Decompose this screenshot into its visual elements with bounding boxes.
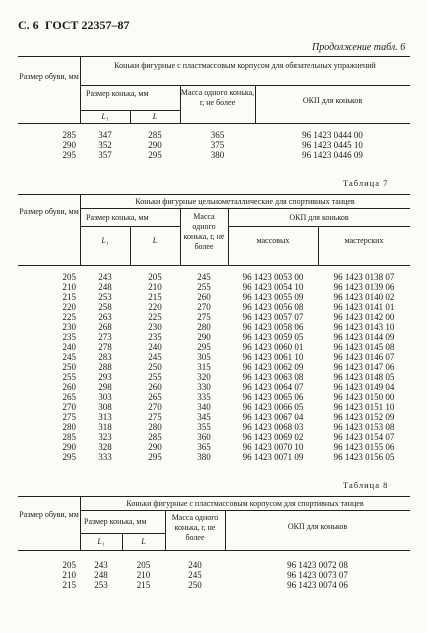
table-cell: 240 <box>62 342 76 352</box>
table-cell: 250 <box>62 362 76 372</box>
size-column <box>18 560 76 590</box>
okp-workshop-column <box>318 272 410 462</box>
table-cell: 365 <box>210 130 225 140</box>
mass-column <box>180 130 255 160</box>
table-cell: 96 1423 0062 09 <box>242 362 304 372</box>
table-cell: 96 1423 0139 06 <box>333 282 395 292</box>
group-title: Коньки фигурные с пластмассовым корпусом для обязательных упражнений <box>114 61 376 70</box>
table-cell: 96 1423 0066 05 <box>242 402 304 412</box>
table-cell: 240 <box>188 560 202 570</box>
table-cell: 96 1423 0149 04 <box>333 382 395 392</box>
table-cell: 285 <box>148 130 162 140</box>
table-cell: 210 <box>136 570 151 580</box>
table-cell: 278 <box>98 342 112 352</box>
okp-mass-column <box>228 272 318 462</box>
table-cell: 235 <box>148 332 162 342</box>
table-cell: 96 1423 0056 08 <box>242 302 304 312</box>
table-cell: 96 1423 0065 06 <box>242 392 304 402</box>
table-cell: 248 <box>94 570 108 580</box>
table-cell: 265 <box>62 392 76 402</box>
table-cell: 335 <box>197 392 211 402</box>
table-cell: 365 <box>197 442 211 452</box>
okp-column <box>255 130 410 160</box>
table-cell: 230 <box>148 322 162 332</box>
table-cell: 243 <box>94 560 108 570</box>
table-cell: 240 <box>148 342 162 352</box>
table-cell: 308 <box>98 402 112 412</box>
table-cell: 245 <box>148 352 162 362</box>
col-okp-header: ОКП для коньков <box>287 522 348 531</box>
col-mass-header: Масса одного конька, г, не более <box>180 88 255 107</box>
table-cell: 96 1423 0068 03 <box>242 422 304 432</box>
l-column <box>130 130 180 160</box>
table-cell: 215 <box>62 292 76 302</box>
table-cell: 225 <box>148 312 162 322</box>
table-cell: 220 <box>148 302 162 312</box>
table-cell: 225 <box>62 312 76 322</box>
table-cell: 96 1423 0061 10 <box>242 352 304 362</box>
table-cell: 340 <box>197 402 211 412</box>
col-mass-production: массовых <box>256 236 290 245</box>
l1-column <box>80 560 122 590</box>
table-cell: 333 <box>98 452 112 462</box>
table-cell: 283 <box>98 352 112 362</box>
table-cell: 245 <box>188 570 202 580</box>
size-column <box>18 130 76 160</box>
table-cell: 295 <box>148 150 162 160</box>
group-title: Коньки фигурные с пластмассовым корпусом для спортивных танцев <box>126 499 364 508</box>
table-cell: 285 <box>148 432 162 442</box>
table-cell: 320 <box>197 372 211 382</box>
table-cell: 210 <box>62 570 76 580</box>
table-cell: 245 <box>197 272 211 282</box>
table-cell: 205 <box>136 560 151 570</box>
table-cell: 210 <box>148 282 162 292</box>
table-cell: 357 <box>98 150 112 160</box>
table-cell: 220 <box>62 302 76 312</box>
table-cell: 96 1423 0063 08 <box>242 372 304 382</box>
table-cell: 96 1423 0072 08 <box>287 560 348 570</box>
table-cell: 270 <box>62 402 76 412</box>
table-cell: 96 1423 0071 09 <box>242 452 304 462</box>
table-cell: 96 1423 0142 00 <box>333 312 395 322</box>
sub-l: L <box>152 236 158 245</box>
table-cell: 210 <box>62 282 76 292</box>
table-cell: 96 1423 0154 07 <box>333 432 395 442</box>
mass-column <box>165 560 225 590</box>
sub-l1: L₁ <box>101 112 109 121</box>
table-cell: 352 <box>98 140 112 150</box>
table-cell: 298 <box>98 382 112 392</box>
table-cell: 96 1423 0156 05 <box>333 452 395 462</box>
okp-column <box>225 560 410 590</box>
table-cell: 355 <box>197 422 211 432</box>
table-cell: 345 <box>197 412 211 422</box>
table-cell: 295 <box>62 452 76 462</box>
col-skate-header: Размер конька, мм <box>86 89 149 98</box>
table-cell: 96 1423 0073 07 <box>287 570 348 580</box>
continuation-label: Продолжение табл. 6 <box>312 42 406 53</box>
table-cell: 96 1423 0143 10 <box>333 322 395 332</box>
table-cell: 305 <box>197 352 211 362</box>
table-cell: 328 <box>98 442 112 452</box>
table-cell: 250 <box>188 580 202 590</box>
table-cell: 360 <box>197 432 211 442</box>
sub-l1: L₁ <box>101 236 109 245</box>
table-cell: 96 1423 0060 01 <box>242 342 304 352</box>
l1-column <box>80 130 130 160</box>
table-cell: 347 <box>98 130 112 140</box>
table-cell: 295 <box>62 150 76 160</box>
table-cell: 280 <box>148 422 162 432</box>
table-cell: 295 <box>197 342 211 352</box>
size-column <box>18 272 76 462</box>
table-cell: 275 <box>197 312 211 322</box>
table-cell: 96 1423 0140 02 <box>333 292 395 302</box>
table-cell: 96 1423 0059 05 <box>242 332 304 342</box>
table-cell: 270 <box>148 402 162 412</box>
standard-code: ГОСТ 22357–87 <box>45 18 130 32</box>
table-cell: 96 1423 0155 06 <box>333 442 395 452</box>
table-cell: 260 <box>197 292 211 302</box>
table-cell: 205 <box>62 560 76 570</box>
table-cell: 285 <box>62 130 76 140</box>
table-cell: 96 1423 0141 01 <box>333 302 395 312</box>
sub-l1: L₁ <box>97 537 105 546</box>
table-cell: 290 <box>148 140 162 150</box>
table-cell: 96 1423 0145 08 <box>333 342 395 352</box>
table-cell: 205 <box>148 272 162 282</box>
col-size-header: Размер обуви, мм <box>19 207 79 216</box>
table-cell: 253 <box>94 580 108 590</box>
table-cell: 96 1423 0054 10 <box>242 282 304 292</box>
table-cell: 303 <box>98 392 112 402</box>
table-8-caption: Таблица 8 <box>343 480 389 490</box>
sub-l: L <box>152 112 158 121</box>
table-cell: 248 <box>98 282 112 292</box>
col-workshop: мастерских <box>344 236 384 245</box>
table-cell: 285 <box>62 432 76 442</box>
table-cell: 263 <box>98 312 112 322</box>
table-cell: 96 1423 0064 07 <box>242 382 304 392</box>
table-cell: 96 1423 0446 09 <box>302 150 363 160</box>
sub-l: L <box>141 537 146 546</box>
table-cell: 375 <box>210 140 225 150</box>
table-cell: 250 <box>148 362 162 372</box>
table-cell: 96 1423 0070 10 <box>242 442 304 452</box>
table-cell: 275 <box>148 412 162 422</box>
col-okp-header: ОКП для коньков <box>289 213 349 222</box>
table-cell: 96 1423 0148 05 <box>333 372 395 382</box>
table-cell: 96 1423 0058 06 <box>242 322 304 332</box>
mass-column <box>180 272 228 462</box>
table-cell: 288 <box>98 362 112 372</box>
table-cell: 230 <box>62 322 76 332</box>
table-cell: 280 <box>62 422 76 432</box>
table-cell: 255 <box>62 372 76 382</box>
table-cell: 313 <box>98 412 112 422</box>
table-cell: 96 1423 0069 02 <box>242 432 304 442</box>
table-cell: 380 <box>197 452 211 462</box>
table-cell: 96 1423 0074 06 <box>287 580 348 590</box>
table-cell: 215 <box>62 580 76 590</box>
col-size-header: Размер обуви, мм <box>19 510 79 519</box>
table-cell: 270 <box>197 302 211 312</box>
col-okp-header: ОКП для коньков <box>302 96 363 105</box>
table-cell: 268 <box>98 322 112 332</box>
table-cell: 273 <box>98 332 112 342</box>
table-cell: 255 <box>197 282 211 292</box>
table-cell: 290 <box>62 442 76 452</box>
col-skate-header: Размер конька, мм <box>86 213 149 222</box>
table-cell: 290 <box>62 140 76 150</box>
table-cell: 330 <box>197 382 211 392</box>
table-cell: 215 <box>148 292 162 302</box>
table-cell: 96 1423 0153 08 <box>333 422 395 432</box>
table-cell: 215 <box>136 580 151 590</box>
table-cell: 96 1423 0057 07 <box>242 312 304 322</box>
table-cell: 96 1423 0444 00 <box>302 130 363 140</box>
table-cell: 96 1423 0147 06 <box>333 362 395 372</box>
table-cell: 245 <box>62 352 76 362</box>
table-cell: 260 <box>62 382 76 392</box>
table-cell: 295 <box>148 452 162 462</box>
group-title: Коньки фигурные цельнометаллические для спортивных танцев <box>135 197 355 206</box>
col-mass-header: Масса одного конька, г, не более <box>171 513 219 542</box>
table-cell: 96 1423 0138 07 <box>333 272 395 282</box>
table-cell: 265 <box>148 392 162 402</box>
table-cell: 96 1423 0055 09 <box>242 292 304 302</box>
table-cell: 205 <box>62 272 76 282</box>
l-column <box>122 560 165 590</box>
table-cell: 96 1423 0151 10 <box>333 402 395 412</box>
table-cell: 243 <box>98 272 112 282</box>
table-cell: 290 <box>197 332 211 342</box>
table-cell: 96 1423 0445 10 <box>302 140 363 150</box>
col-size-header: Размер обуви, мм <box>19 72 79 81</box>
table-cell: 258 <box>98 302 112 312</box>
table-cell: 255 <box>148 372 162 382</box>
table-cell: 290 <box>148 442 162 452</box>
page-number: С. 6 <box>18 18 39 32</box>
col-skate-header: Размер конька, мм <box>84 517 147 526</box>
table-cell: 318 <box>98 422 112 432</box>
table-cell: 96 1423 0146 07 <box>333 352 395 362</box>
table-cell: 96 1423 0150 00 <box>333 392 395 402</box>
table-cell: 235 <box>62 332 76 342</box>
table-cell: 96 1423 0067 04 <box>242 412 304 422</box>
l-column <box>130 272 180 462</box>
table-cell: 315 <box>197 362 211 372</box>
table-7-caption: Таблица 7 <box>343 178 389 188</box>
table-cell: 96 1423 0152 09 <box>333 412 395 422</box>
table-cell: 96 1423 0144 09 <box>333 332 395 342</box>
table-cell: 275 <box>62 412 76 422</box>
table-cell: 280 <box>197 322 211 332</box>
table-cell: 380 <box>210 150 225 160</box>
table-cell: 293 <box>98 372 112 382</box>
table-cell: 323 <box>98 432 112 442</box>
col-mass-header: Масса одного конька, г, не более <box>183 212 225 251</box>
table-cell: 260 <box>148 382 162 392</box>
l1-column <box>80 272 130 462</box>
table-cell: 96 1423 0053 00 <box>242 272 304 282</box>
table-cell: 253 <box>98 292 112 302</box>
